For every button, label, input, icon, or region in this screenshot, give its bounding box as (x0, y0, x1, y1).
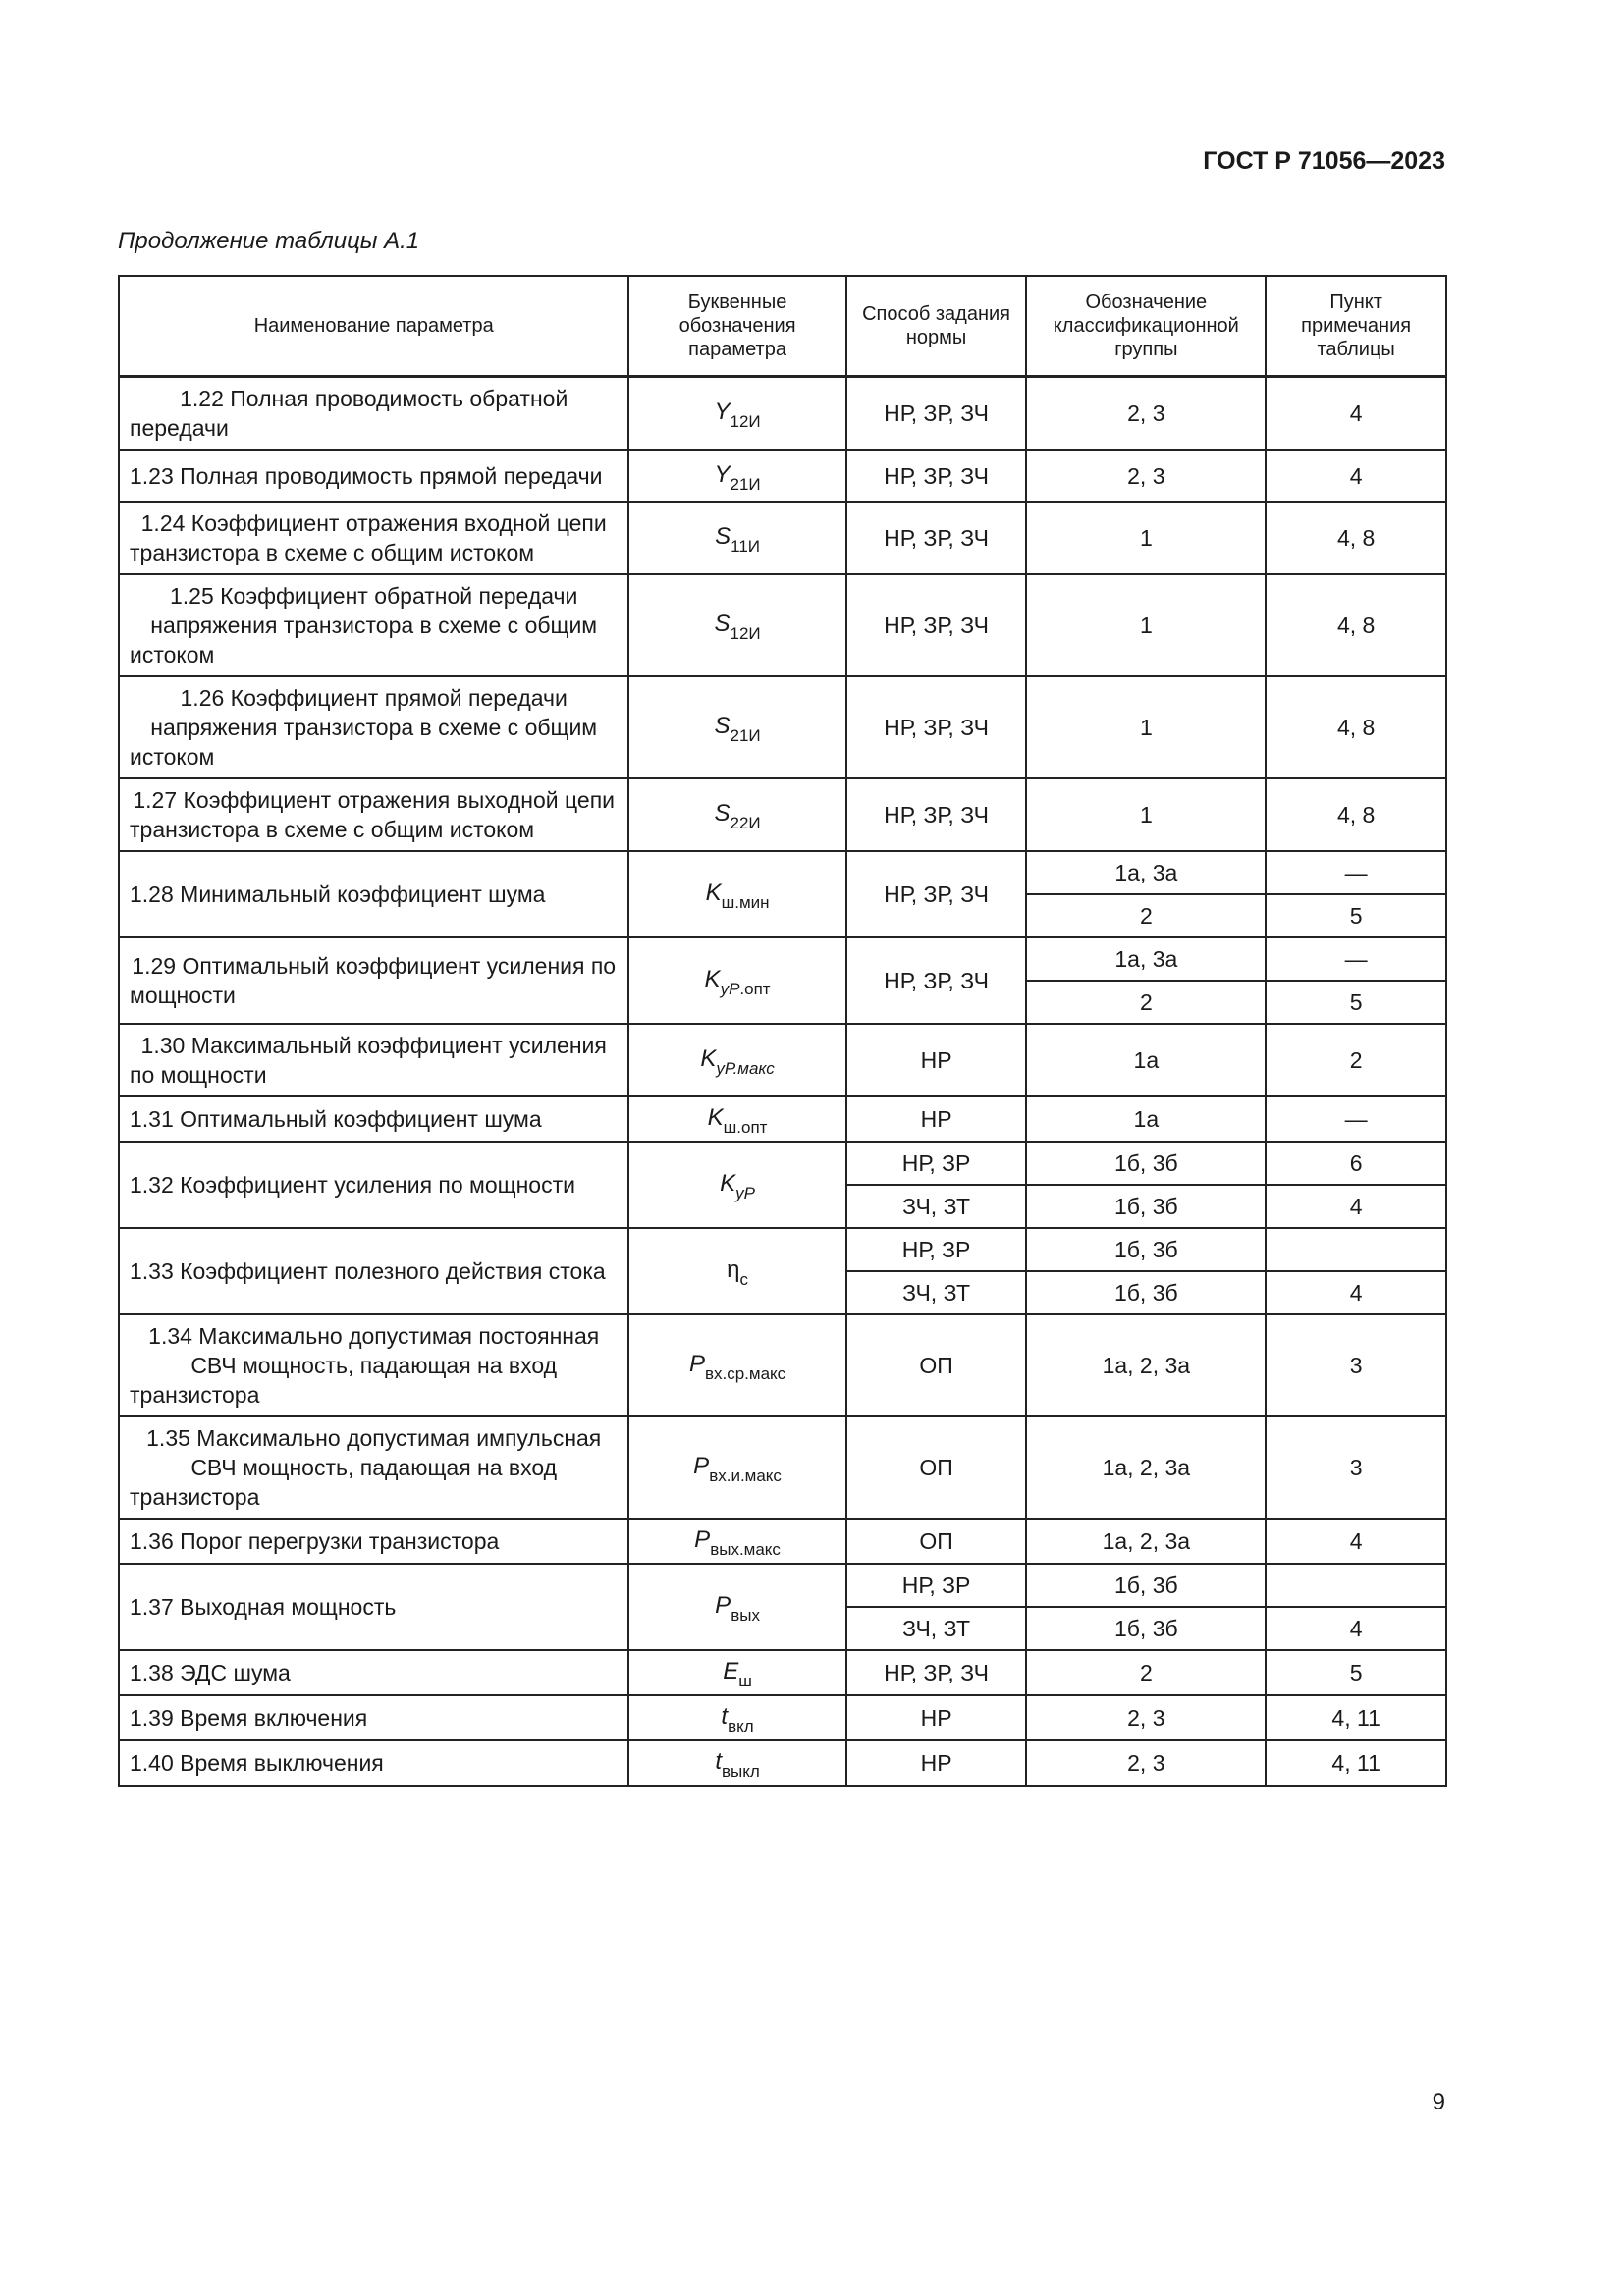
table-row (119, 778, 1446, 851)
table-row (119, 1142, 1446, 1185)
norm-method: НР, ЗР, ЗЧ (846, 450, 1027, 502)
symbol-subscript: .опт (739, 980, 771, 998)
class-group: 1 (1026, 502, 1266, 574)
symbol-main: S (714, 611, 731, 637)
norm-method: НР (846, 1740, 1027, 1786)
param-name: 1.38 ЭДС шума (119, 1650, 628, 1695)
symbol-main: t (715, 1748, 722, 1775)
table-row (119, 1416, 1446, 1519)
param-name: 1.23 Полная проводимость прямой передачи (119, 450, 628, 502)
norm-method: НР, ЗР, ЗЧ (846, 676, 1027, 778)
note-item (1266, 1564, 1446, 1607)
param-name: 1.31 Оптимальный коэффициент шума (119, 1096, 628, 1142)
symbol-main: S (714, 713, 731, 739)
param-symbol (628, 502, 845, 574)
note-item: 4 (1266, 1607, 1446, 1650)
note-item: — (1266, 1096, 1446, 1142)
class-group: 1б, 3б (1026, 1185, 1266, 1228)
table-row (119, 1564, 1446, 1607)
class-group: 2, 3 (1026, 450, 1266, 502)
header-norm-method: Способ задания нормы (846, 276, 1027, 377)
note-item: — (1266, 851, 1446, 894)
param-symbol (628, 574, 845, 676)
note-item: 4 (1266, 1185, 1446, 1228)
class-group: 1а, 2, 3а (1026, 1416, 1266, 1519)
symbol-subscript: 12И (730, 412, 761, 431)
table-row (119, 1228, 1446, 1271)
param-symbol (628, 676, 845, 778)
symbol-main: P (694, 1526, 711, 1553)
class-group: 1 (1026, 574, 1266, 676)
param-name: 1.40 Время выключения (119, 1740, 628, 1786)
param-symbol (628, 1519, 845, 1564)
table-row (119, 1650, 1446, 1695)
norm-method: НР (846, 1024, 1027, 1096)
norm-method: НР, ЗР, ЗЧ (846, 1650, 1027, 1695)
note-item: 3 (1266, 1416, 1446, 1519)
class-group: 1б, 3б (1026, 1228, 1266, 1271)
norm-method: ОП (846, 1519, 1027, 1564)
note-item: 4 (1266, 450, 1446, 502)
symbol-subscript: 11И (731, 537, 760, 556)
norm-method: ОП (846, 1416, 1027, 1519)
parameters-table (118, 275, 1447, 1787)
param-symbol (628, 450, 845, 502)
param-name: 1.30 Максимальный коэффициент усиления по мощности (119, 1024, 628, 1096)
param-name: 1.24 Коэффициент отражения входной цепи транзистора в схеме с общим истоком (119, 502, 628, 574)
table-caption: Продолжение таблицы А.1 (118, 228, 420, 254)
norm-method: НР, ЗР (846, 1228, 1027, 1271)
param-name: 1.28 Минимальный коэффициент шума (119, 851, 628, 937)
class-group: 1а, 3а (1026, 937, 1266, 981)
class-group: 1а, 2, 3а (1026, 1519, 1266, 1564)
header-note-item: Пункт примечания таблицы (1266, 276, 1446, 377)
symbol-subscript: 21И (730, 474, 761, 494)
class-group: 1а, 3а (1026, 851, 1266, 894)
note-item: — (1266, 937, 1446, 981)
param-symbol (628, 377, 845, 451)
class-group: 1 (1026, 676, 1266, 778)
symbol-subscript: 12И (730, 624, 761, 643)
norm-method: НР, ЗР (846, 1564, 1027, 1607)
note-item: 5 (1266, 894, 1446, 937)
standard-header: ГОСТ Р 71056—2023 (1203, 147, 1445, 175)
symbol-main: K (720, 1170, 736, 1197)
note-item: 4 (1266, 377, 1446, 451)
param-name: 1.36 Порог перегрузки транзистора (119, 1519, 628, 1564)
table-header-row (119, 276, 1446, 377)
param-symbol (628, 1416, 845, 1519)
symbol-main: S (714, 800, 731, 827)
table-row (119, 676, 1446, 778)
symbol-subscript-italic: уР.макс (716, 1059, 775, 1078)
note-item: 4, 8 (1266, 574, 1446, 676)
norm-method: НР, ЗР, ЗЧ (846, 502, 1027, 574)
param-symbol (628, 1314, 845, 1416)
table-row (119, 377, 1446, 451)
class-group: 2, 3 (1026, 1740, 1266, 1786)
class-group: 1 (1026, 778, 1266, 851)
param-symbol (628, 851, 845, 937)
header-parameter-name: Наименование параметра (119, 276, 628, 377)
norm-method: НР, ЗР, ЗЧ (846, 778, 1027, 851)
norm-method: ЗЧ, ЗТ (846, 1271, 1027, 1314)
note-item: 3 (1266, 1314, 1446, 1416)
note-item: 4 (1266, 1271, 1446, 1314)
class-group: 1б, 3б (1026, 1142, 1266, 1185)
symbol-subscript-italic: уР (735, 1184, 755, 1202)
table-row (119, 851, 1446, 894)
table-row (119, 502, 1446, 574)
header-letter-designation: Буквенные обозначения параметра (628, 276, 845, 377)
symbol-main: K (704, 966, 721, 992)
class-group: 1а (1026, 1096, 1266, 1142)
symbol-main: K (707, 1104, 724, 1131)
symbol-main: η (727, 1256, 740, 1283)
note-item: 4 (1266, 1519, 1446, 1564)
symbol-subscript: вкл (728, 1717, 754, 1735)
note-item: 5 (1266, 1650, 1446, 1695)
param-name: 1.25 Коэффициент обратной передачи напряжения транзистора в схеме с общим истоком (119, 574, 628, 676)
symbol-main: S (715, 523, 731, 550)
symbol-subscript: с (739, 1270, 748, 1289)
param-symbol (628, 937, 845, 1024)
param-name: 1.32 Коэффициент усиления по мощности (119, 1142, 628, 1228)
param-symbol (628, 1650, 845, 1695)
param-name: 1.26 Коэффициент прямой передачи напряжения транзистора в схеме с общим истоком (119, 676, 628, 778)
table-row (119, 1519, 1446, 1564)
norm-method: НР (846, 1096, 1027, 1142)
note-item: 6 (1266, 1142, 1446, 1185)
class-group: 2 (1026, 981, 1266, 1024)
param-name: 1.33 Коэффициент полезного действия стока (119, 1228, 628, 1314)
header-classification-group: Обозначение классификационной группы (1026, 276, 1266, 377)
param-symbol (628, 778, 845, 851)
norm-method: НР (846, 1695, 1027, 1740)
param-symbol (628, 1564, 845, 1650)
symbol-subscript: вых.макс (710, 1540, 781, 1559)
note-item: 2 (1266, 1024, 1446, 1096)
table-row (119, 450, 1446, 502)
norm-method: ОП (846, 1314, 1027, 1416)
norm-method: ЗЧ, ЗТ (846, 1185, 1027, 1228)
symbol-main: t (721, 1703, 729, 1730)
norm-method: НР, ЗР (846, 1142, 1027, 1185)
note-item: 4, 11 (1266, 1740, 1446, 1786)
param-name: 1.39 Время включения (119, 1695, 628, 1740)
symbol-main: K (705, 880, 722, 906)
table-row (119, 1314, 1446, 1416)
symbol-main: Y (714, 399, 731, 425)
param-name: 1.29 Оптимальный коэффициент усиления по мощности (119, 937, 628, 1024)
symbol-main: P (688, 1351, 705, 1377)
symbol-subscript: вх.и.макс (709, 1467, 782, 1485)
symbol-subscript: вых (731, 1606, 760, 1625)
symbol-subscript-italic: уР (720, 980, 740, 998)
class-group: 2, 3 (1026, 1695, 1266, 1740)
class-group: 2 (1026, 1650, 1266, 1695)
note-item (1266, 1228, 1446, 1271)
param-name: 1.22 Полная проводимость обратной передачи (119, 377, 628, 451)
symbol-subscript: 21И (730, 726, 761, 745)
param-symbol (628, 1024, 845, 1096)
symbol-subscript: ш (738, 1672, 752, 1690)
class-group: 1б, 3б (1026, 1564, 1266, 1607)
param-symbol (628, 1228, 845, 1314)
class-group: 1б, 3б (1026, 1271, 1266, 1314)
norm-method: НР, ЗР, ЗЧ (846, 377, 1027, 451)
note-item: 4, 8 (1266, 778, 1446, 851)
table-row (119, 574, 1446, 676)
symbol-main: P (693, 1453, 710, 1479)
symbol-main: P (715, 1592, 731, 1619)
param-name: 1.37 Выходная мощность (119, 1564, 628, 1650)
class-group: 1а, 2, 3а (1026, 1314, 1266, 1416)
table-row (119, 1740, 1446, 1786)
class-group: 2, 3 (1026, 377, 1266, 451)
norm-method: НР, ЗР, ЗЧ (846, 937, 1027, 1024)
param-name: 1.34 Максимально допустимая постоянная СВЧ мощность, падающая на вход транзистора (119, 1314, 628, 1416)
param-symbol (628, 1740, 845, 1786)
symbol-subscript: вх.ср.макс (704, 1364, 786, 1383)
note-item: 4, 8 (1266, 502, 1446, 574)
table-row (119, 937, 1446, 981)
note-item: 4, 8 (1266, 676, 1446, 778)
symbol-main: K (700, 1045, 717, 1072)
class-group: 2 (1026, 894, 1266, 937)
page-number: 9 (1432, 2089, 1445, 2115)
note-item: 5 (1266, 981, 1446, 1024)
table-row (119, 1695, 1446, 1740)
symbol-subscript: ш.опт (723, 1118, 768, 1137)
param-name: 1.27 Коэффициент отражения выходной цепи транзистора в схеме с общим истоком (119, 778, 628, 851)
param-symbol (628, 1096, 845, 1142)
table-row (119, 1024, 1446, 1096)
param-symbol (628, 1695, 845, 1740)
symbol-main: Y (714, 460, 731, 488)
norm-method: НР, ЗР, ЗЧ (846, 851, 1027, 937)
symbol-subscript: ш.мин (721, 893, 770, 912)
symbol-subscript: выкл (721, 1762, 760, 1781)
note-item: 4, 11 (1266, 1695, 1446, 1740)
param-symbol (628, 1142, 845, 1228)
param-name: 1.35 Максимально допустимая импульсная СВЧ мощность, падающая на вход транзистора (119, 1416, 628, 1519)
symbol-main: E (723, 1658, 739, 1684)
class-group: 1б, 3б (1026, 1607, 1266, 1650)
norm-method: НР, ЗР, ЗЧ (846, 574, 1027, 676)
norm-method: ЗЧ, ЗТ (846, 1607, 1027, 1650)
table-row (119, 1096, 1446, 1142)
class-group: 1а (1026, 1024, 1266, 1096)
symbol-subscript: 22И (730, 814, 761, 832)
